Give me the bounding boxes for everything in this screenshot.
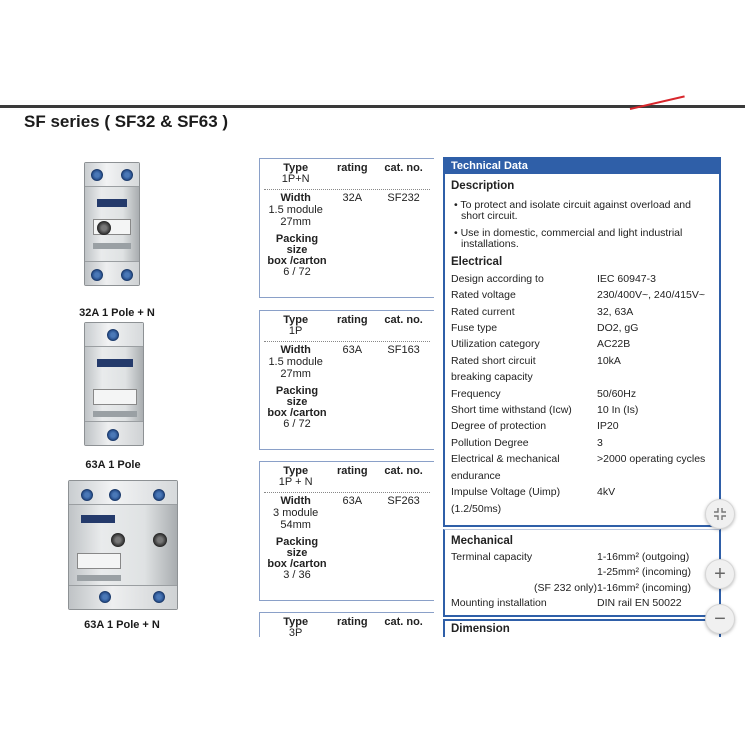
electrical-title: Electrical xyxy=(451,256,503,269)
spec-row: Design according to IEC 60947-3 xyxy=(451,272,656,285)
packing-value: 6 / 72 xyxy=(283,418,311,430)
packing-size-label: size xyxy=(286,396,308,408)
spec-table xyxy=(259,461,434,601)
minus-icon: − xyxy=(714,607,726,630)
mechanical-panel xyxy=(443,529,721,617)
terminal-label: Terminal capacity xyxy=(451,550,533,563)
description-bullet: • To protect and isolate circuit against overload and short circuit. xyxy=(454,199,691,223)
spec-row: Fuse type DO2, gG xyxy=(451,322,639,335)
cat-label: cat. no. xyxy=(384,465,423,477)
spec-row: Pollution Degree 3 xyxy=(451,436,603,449)
spec-row: Impulse Voltage (Uimp) 4kV xyxy=(451,486,616,499)
width-mm: 27mm xyxy=(280,216,311,228)
description-bullet: • Use in domestic, commercial and light industrial installations. xyxy=(454,227,683,251)
mounting-value: DIN rail EN 50022 xyxy=(597,597,682,609)
width-value: 3 module xyxy=(273,507,319,519)
type-value: 3P xyxy=(288,627,303,637)
page-title: SF series ( SF32 & SF63 ) xyxy=(24,112,229,131)
rating-label: rating xyxy=(336,162,368,174)
technical-data-header: Technical Data xyxy=(445,157,719,174)
spec-table xyxy=(259,310,434,450)
spec-row: Rated current 32, 63A xyxy=(451,305,634,318)
spec-table xyxy=(259,158,434,298)
dimension-panel xyxy=(443,619,721,637)
spec-row: Utilization category AC22B xyxy=(451,338,631,351)
dimension-title: Dimension xyxy=(451,623,510,635)
spec-row: Short time withstand (Icw) 10 In (Is) xyxy=(451,404,639,417)
spec-row: Frequency 50/60Hz xyxy=(451,387,637,400)
width-mm: 27mm xyxy=(280,368,311,380)
packing-box-label: box /carton xyxy=(267,255,327,267)
type-value: 1P+N xyxy=(281,173,310,185)
cat-no-value: SF263 xyxy=(387,495,420,507)
spec-table xyxy=(259,612,434,637)
packing-label: Packing xyxy=(275,385,319,397)
cat-label: cat. no. xyxy=(384,314,423,326)
spec-row: Electrical & mechanical >2000 operating cycles xyxy=(451,453,706,466)
terminal-note-prefix: (SF 232 only) xyxy=(533,581,597,594)
packing-box-label: box /carton xyxy=(267,407,327,419)
packing-box-label: box /carton xyxy=(267,558,327,570)
zoom-out-button[interactable] xyxy=(705,604,735,634)
rating-value: 63A xyxy=(342,344,363,356)
product-caption: 32A 1 Pole + N xyxy=(79,307,155,319)
packing-label: Packing xyxy=(275,233,319,245)
terminal-note-value: 1-16mm² (incoming) xyxy=(597,581,691,594)
cat-no-value: SF163 xyxy=(387,344,420,356)
cat-label: cat. no. xyxy=(384,162,423,174)
mounting-label: Mounting installation xyxy=(451,597,547,609)
width-label: Width xyxy=(280,495,311,507)
width-label: Width xyxy=(280,192,311,204)
width-label: Width xyxy=(280,344,311,356)
technical-data-panel xyxy=(443,157,721,527)
spec-row: (1.2/50ms) xyxy=(451,502,502,515)
type-label: Type xyxy=(283,162,309,174)
terminal-outgoing: 1-16mm² (outgoing) xyxy=(597,550,690,563)
fit-screen-button[interactable] xyxy=(705,499,735,529)
rating-label: rating xyxy=(336,616,368,628)
product-caption: 63A 1 Pole xyxy=(85,459,141,471)
packing-label: Packing xyxy=(275,536,319,548)
type-value: 1P + N xyxy=(278,476,313,488)
rating-value: 63A xyxy=(342,495,363,507)
packing-value: 6 / 72 xyxy=(283,266,311,278)
product-63a-1p-n xyxy=(60,480,200,637)
cat-label: cat. no. xyxy=(384,616,423,628)
plus-icon: + xyxy=(714,562,726,585)
rating-label: rating xyxy=(336,465,368,477)
type-label: Type xyxy=(283,465,309,477)
width-value: 1.5 module xyxy=(268,356,323,368)
product-image xyxy=(84,322,144,446)
product-63a-1p xyxy=(70,320,200,470)
spec-row: Degree of protection IP20 xyxy=(451,420,619,433)
cat-no-value: SF232 xyxy=(387,192,420,204)
mechanical-title: Mechanical xyxy=(451,535,513,547)
packing-size-label: size xyxy=(286,547,308,559)
width-mm: 54mm xyxy=(280,519,311,531)
spec-row: breaking capacity xyxy=(451,371,533,384)
product-32a-1p-n xyxy=(70,160,200,319)
type-label: Type xyxy=(283,616,309,628)
rating-value: 32A xyxy=(342,192,363,204)
description-title: Description xyxy=(451,180,515,192)
packing-value: 3 / 36 xyxy=(283,569,311,581)
product-image xyxy=(84,162,140,286)
spec-row: Rated short circuit 10kA xyxy=(451,354,621,367)
product-image xyxy=(68,480,178,610)
terminal-incoming: 1-25mm² (incoming) xyxy=(597,566,691,578)
packing-size-label: size xyxy=(286,244,308,256)
product-caption: 63A 1 Pole + N xyxy=(84,619,160,631)
spec-row: Rated voltage 230/400V~, 240/415V~ xyxy=(451,289,706,302)
zoom-in-button[interactable] xyxy=(705,559,735,589)
width-value: 1.5 module xyxy=(268,204,323,216)
type-value: 1P xyxy=(288,325,303,337)
fit-screen-icon xyxy=(713,507,727,521)
spec-row: endurance xyxy=(451,469,501,482)
document-viewport[interactable] xyxy=(0,150,745,637)
type-label: Type xyxy=(283,314,309,326)
rating-label: rating xyxy=(336,314,368,326)
